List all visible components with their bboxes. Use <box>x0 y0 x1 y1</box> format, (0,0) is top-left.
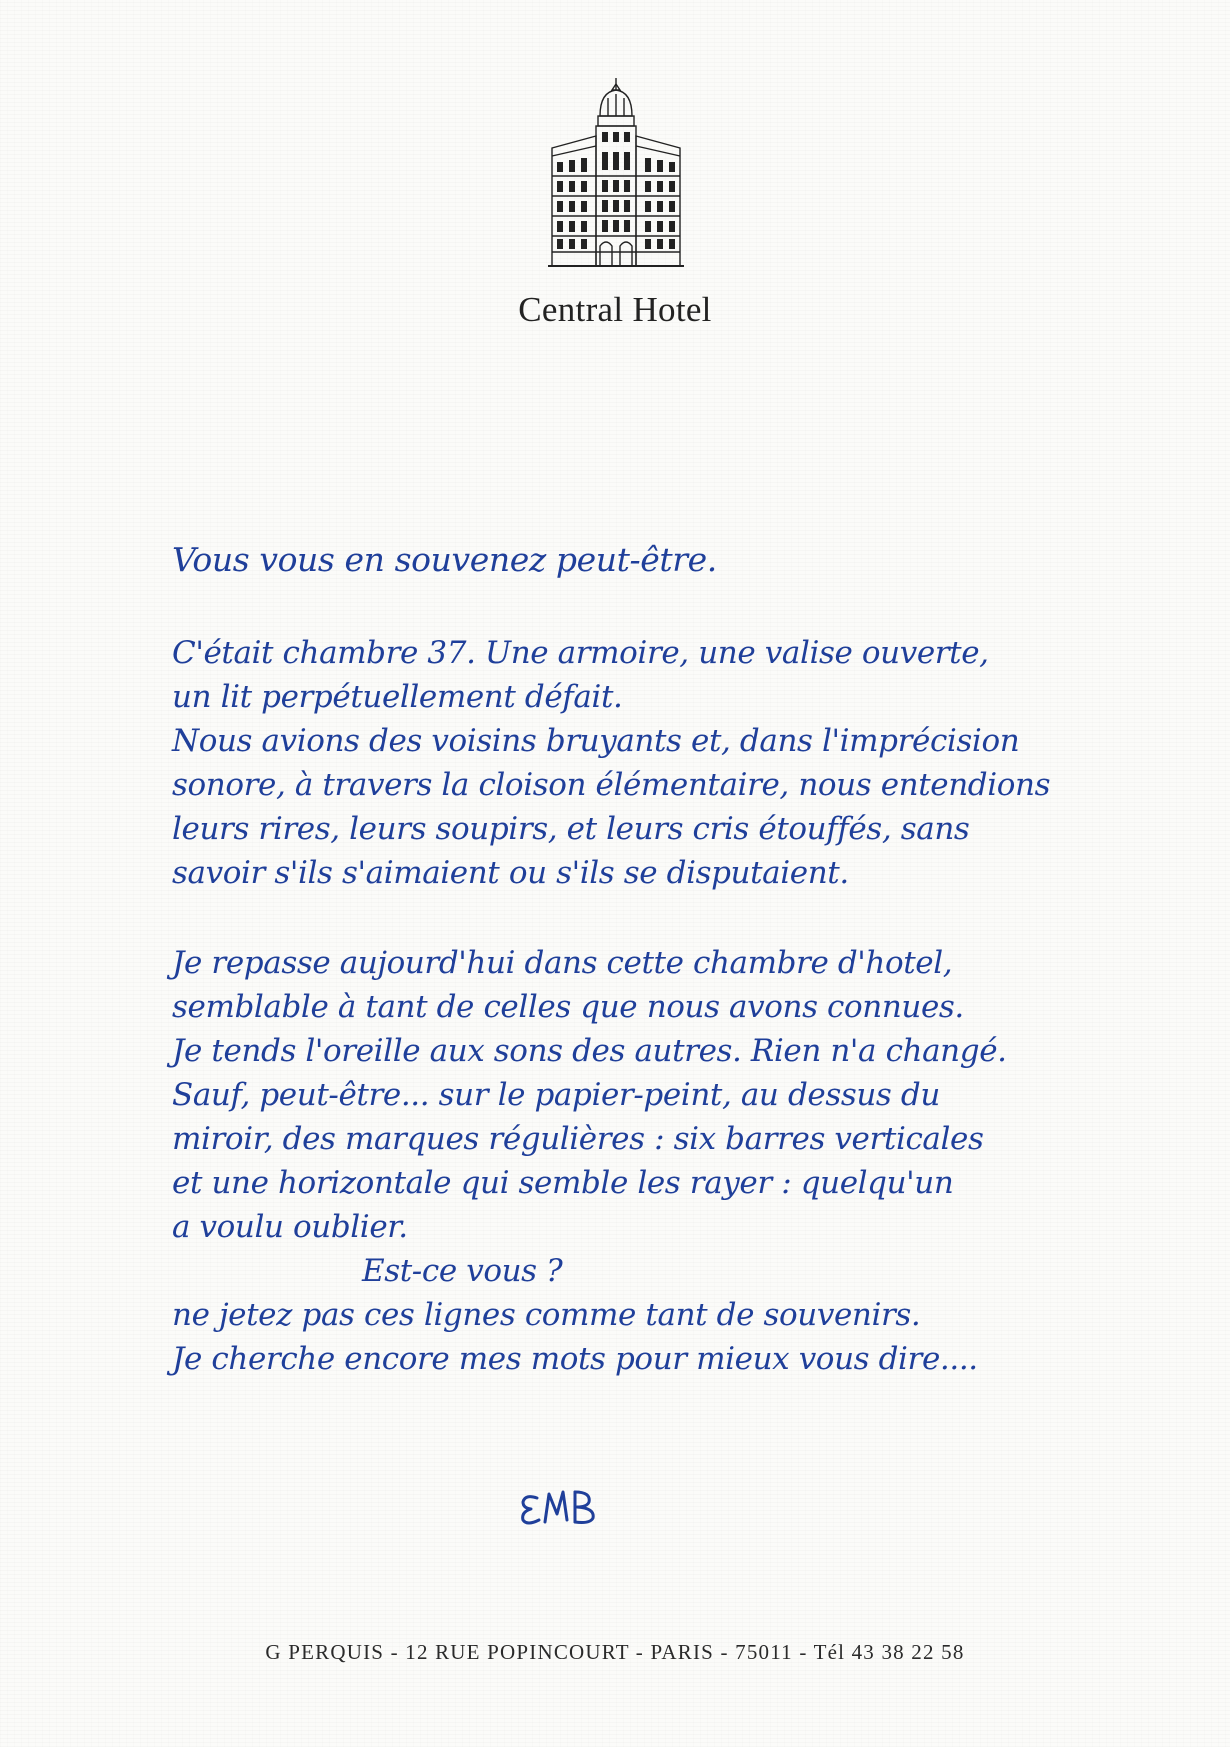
letter-line: Je repasse aujourd'hui dans cette chambre d'hotel, <box>172 945 953 981</box>
letter-paragraph-1 <box>172 631 1182 895</box>
letter-line: ne jetez pas ces lignes comme tant de souvenirs. <box>172 1297 921 1333</box>
letter-line: Je tends l'oreille aux sons des autres. Rien n'a changé. <box>172 1033 1007 1069</box>
letter-line: semblable à tant de celles que nous avons connues. <box>172 989 964 1025</box>
handwritten-letter <box>172 535 1182 1381</box>
letter-line: leurs rires, leurs soupirs, et leurs cris étouffés, sans <box>172 811 970 847</box>
letter-line: Nous avions des voisins bruyants et, dans l'imprécision <box>172 723 1020 759</box>
letter-line: et une horizontale qui semble les rayer : quelqu'un <box>172 1165 954 1201</box>
letter-opening: Vous vous en souvenez peut-être. <box>172 540 717 579</box>
letter-line: savoir s'ils s'aimaient ou s'ils se disputaient. <box>172 855 849 891</box>
letter-line: Je cherche encore mes mots pour mieux vous dire.... <box>172 1341 978 1377</box>
letter-line: miroir, des marques régulières : six barres verticales <box>172 1121 984 1157</box>
hotel-building-icon <box>548 76 684 272</box>
letter-line: un lit perpétuellement défait. <box>172 679 623 715</box>
letter-question: Est-ce vous ? <box>362 1253 563 1289</box>
signature <box>515 1480 625 1540</box>
letter-line: a voulu oublier. <box>172 1209 408 1245</box>
letter-line: sonore, à travers la cloison élémentaire, nous entendions <box>172 767 1051 803</box>
hotel-name: Central Hotel <box>518 290 712 329</box>
letter-closing <box>172 1293 1182 1381</box>
letter-line: Sauf, peut-être... sur le papier-peint, au dessus du <box>172 1077 940 1113</box>
letter-line: C'était chambre 37. Une armoire, une valise ouverte, <box>172 635 989 671</box>
letter-paragraph-2 <box>172 941 1182 1249</box>
footer-address: G PERQUIS - 12 RUE POPINCOURT - PARIS - 75011 - Tél 43 38 22 58 <box>265 1640 965 1664</box>
